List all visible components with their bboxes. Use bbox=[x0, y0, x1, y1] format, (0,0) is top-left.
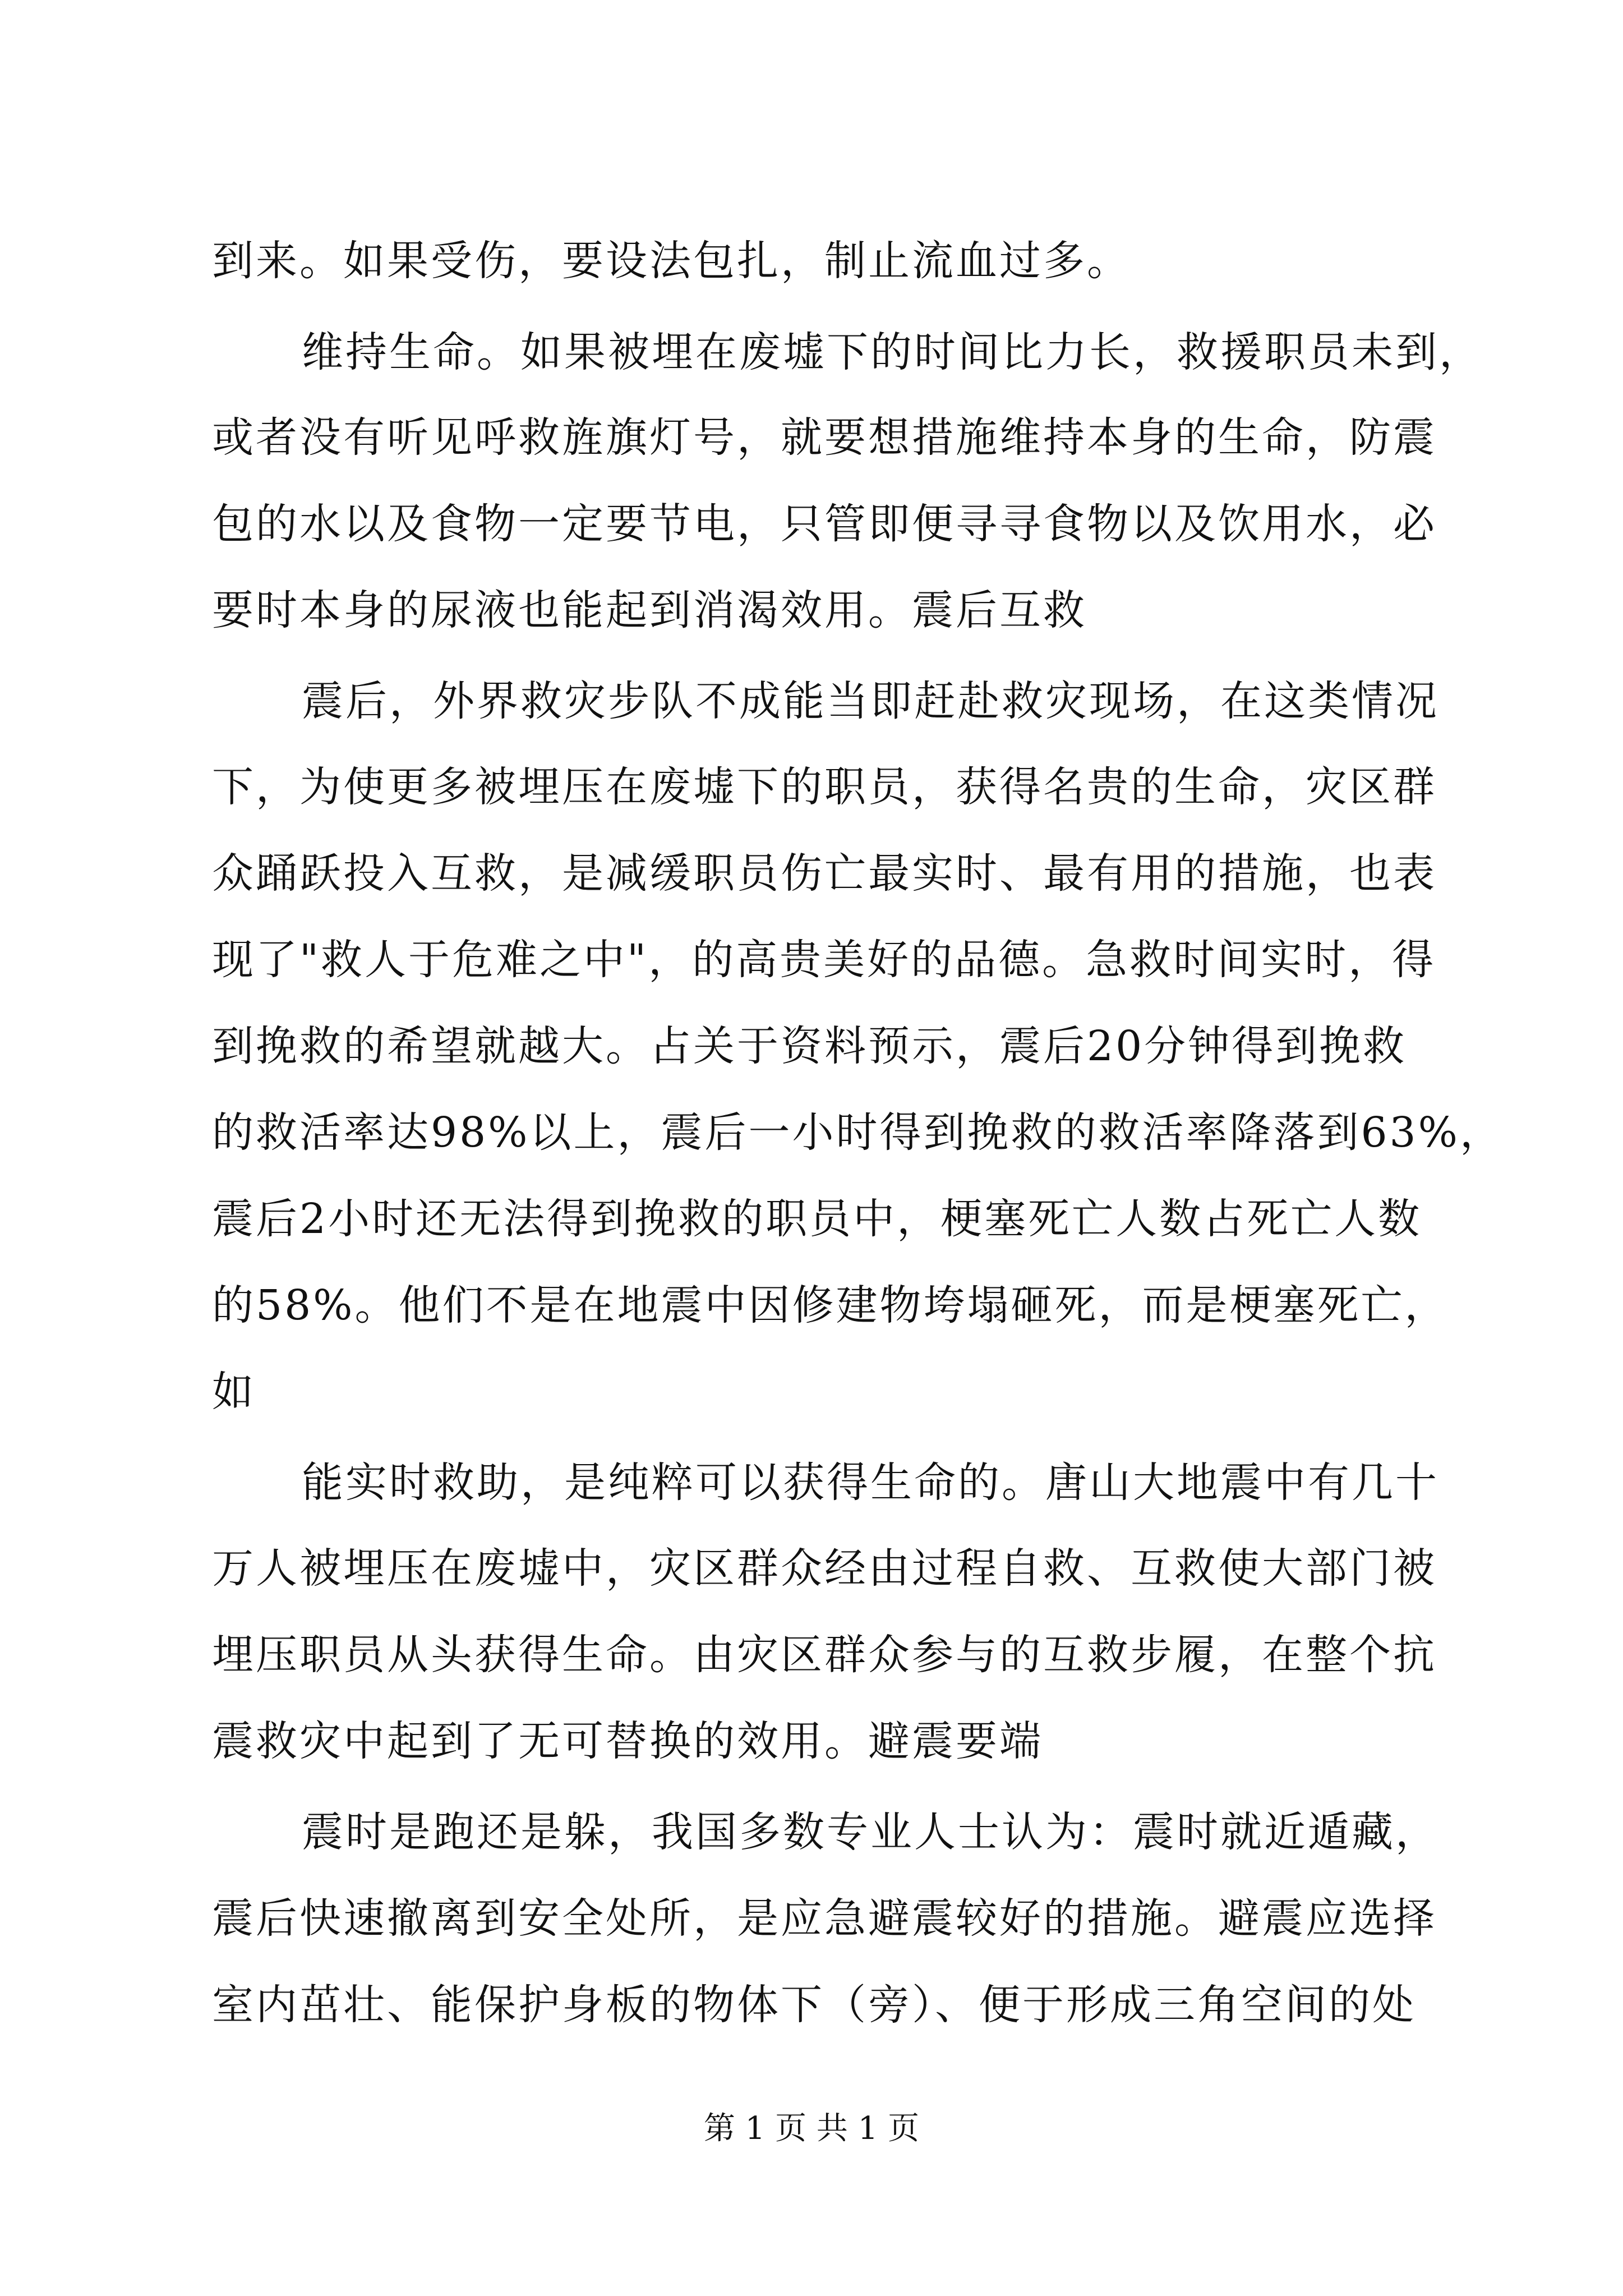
text-line: 的58%。他们不是在地震中因修建物垮塌砸死，而是梗塞死亡， bbox=[212, 1281, 1449, 1329]
text-line: 震后，外界救灾步队不成能当即赶赴救灾现场，在这类情况 bbox=[302, 677, 1439, 725]
text-line: 到挽救的希望就越大。占关于资料预示，震后20分钟得到挽救 bbox=[212, 1022, 1407, 1070]
text-line: 震救灾中起到了无可替换的效用。避震要端 bbox=[212, 1717, 1043, 1765]
text-line: 室内茁壮、能保护身板的物体下（旁）、便于形成三角空间的处 bbox=[212, 1981, 1416, 2029]
page-footer: 第 1 页 共 1 页 bbox=[703, 2110, 920, 2147]
text-line: 众踊跃投入互救，是减缓职员伤亡最实时、最有用的措施，也表 bbox=[212, 849, 1437, 898]
text-line: 如 bbox=[212, 1368, 256, 1416]
text-line: 下，为使更多被埋压在废墟下的职员，获得名贵的生命，灾区群 bbox=[212, 763, 1437, 811]
text-line: 震时是跑还是躲，我国多数专业人士认为：震时就近遁藏， bbox=[302, 1808, 1439, 1856]
text-line: 现了"救人于危难之中"，的高贵美好的品德。急救时间实时，得 bbox=[212, 936, 1436, 984]
text-line: 到来。如果受伤，要设法包扎，制止流血过多。 bbox=[212, 237, 1131, 285]
text-line: 包的水以及食物一定要节电，只管即便寻寻食物以及饮用水，必 bbox=[212, 500, 1437, 548]
text-line: 能实时救助，是纯粹可以获得生命的。唐山大地震中有几十 bbox=[302, 1458, 1439, 1507]
text-line: 要时本身的尿液也能起到消渴效用。震后互救 bbox=[212, 586, 1087, 634]
text-line: 或者没有听见呼救旌旗灯号，就要想措施维持本身的生命，防震 bbox=[212, 413, 1437, 462]
text-line: 维持生命。如果被埋在废墟下的时间比力长，救援职员未到， bbox=[302, 328, 1483, 376]
text-line: 震后快速撤离到安全处所，是应急避震较好的措施。避震应选择 bbox=[212, 1894, 1437, 1943]
text-line: 埋压职员从头获得生命。由灾区群众参与的互救步履，在整个抗 bbox=[212, 1631, 1437, 1679]
text-line: 的救活率达98%以上，震后一小时得到挽救的救活率降落到63%， bbox=[212, 1108, 1504, 1157]
text-line: 震后2小时还无法得到挽救的职员中，梗塞死亡人数占死亡人数 bbox=[212, 1195, 1422, 1243]
text-line: 万人被埋压在废墟中，灾区群众经由过程自救、互救使大部门被 bbox=[212, 1544, 1437, 1593]
